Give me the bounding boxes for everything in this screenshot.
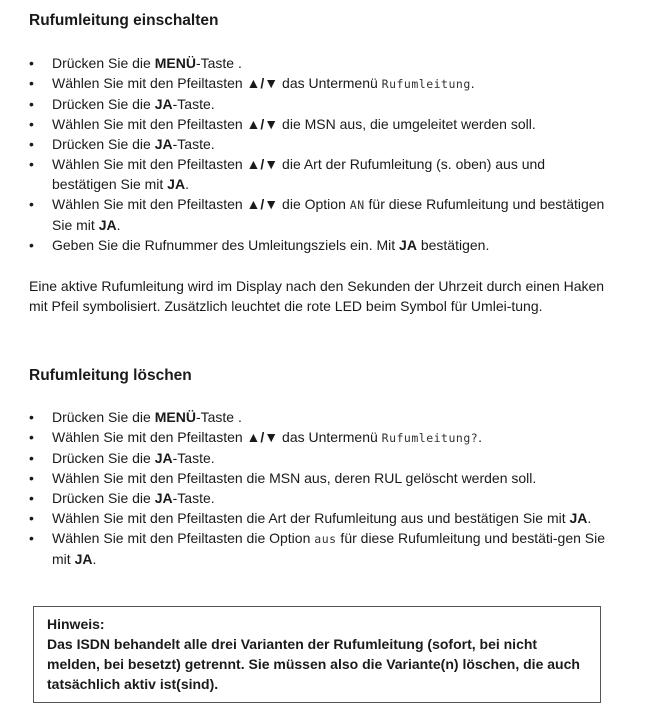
display-text: AN [349, 198, 365, 212]
display-text: aus [314, 532, 337, 546]
note-heading: Hinweis: [47, 616, 105, 632]
list-item: • Wählen Sie mit den Pfeiltasten die Option aus für diese Rufumleitung und bestäti-gen Sie mit JA. [29, 528, 609, 569]
note-box [33, 606, 601, 703]
steps-list-loeschen [29, 407, 609, 569]
list-item: • Wählen Sie mit den Pfeiltasten die Art der Rufumleitung aus und bestätigen Sie mit JA. [29, 508, 609, 528]
list-item: • Drücken Sie die JA-Taste. [29, 94, 609, 114]
list-item: • Drücken Sie die MENÜ-Taste . [29, 53, 609, 73]
list-item: • Drücken Sie die JA-Taste. [29, 488, 609, 508]
list-item: • Wählen Sie mit den Pfeiltasten ▲/▼ das Untermenü Rufumleitung?. [29, 427, 609, 448]
list-item: • Wählen Sie mit den Pfeiltasten ▲/▼ die Option AN für diese Rufumleitung und bestätigen Sie mit JA. [29, 194, 609, 235]
steps-list-einschalten [29, 53, 609, 255]
list-item: • Wählen Sie mit den Pfeiltasten die MSN aus, deren RUL gelöscht werden soll. [29, 468, 609, 488]
list-item: • Drücken Sie die JA-Taste. [29, 448, 609, 468]
list-item: • Geben Sie die Rufnummer des Umleitungsziels ein. Mit JA bestätigen. [29, 235, 609, 255]
info-paragraph: Eine aktive Rufumleitung wird im Display nach den Sekunden der Uhrzeit durch einen Haken mit Pfeil symbolisiert. Zusätzlich leuchtet die rote LED beim Symbol für Umlei-tung. [29, 278, 605, 314]
list-item: • Wählen Sie mit den Pfeiltasten ▲/▼ die Art der Rufumleitung (s. oben) aus und bestätigen Sie mit JA. [29, 154, 609, 194]
display-text: Rufumleitung [381, 77, 471, 91]
list-item: • Wählen Sie mit den Pfeiltasten ▲/▼ das Untermenü Rufumleitung. [29, 73, 609, 94]
list-item: • Wählen Sie mit den Pfeiltasten ▲/▼ die MSN aus, die umgeleitet werden soll. [29, 114, 609, 134]
section-title-loeschen: Rufumleitung löschen [29, 367, 192, 384]
list-item: • Drücken Sie die MENÜ-Taste . [29, 407, 609, 427]
document-page [29, 11, 609, 569]
section-title-einschalten: Rufumleitung einschalten [29, 12, 219, 29]
list-item: • Drücken Sie die JA-Taste. [29, 134, 609, 154]
display-text: Rufumleitung? [381, 431, 479, 445]
note-text: Das ISDN behandelt alle drei Varianten der Rufumleitung (sofort, bei nicht melden, bei besetzt) getrennt. Sie müssen also die Variante(n) löschen, die auch tatsächlich aktiv ist(sind). [47, 636, 580, 692]
